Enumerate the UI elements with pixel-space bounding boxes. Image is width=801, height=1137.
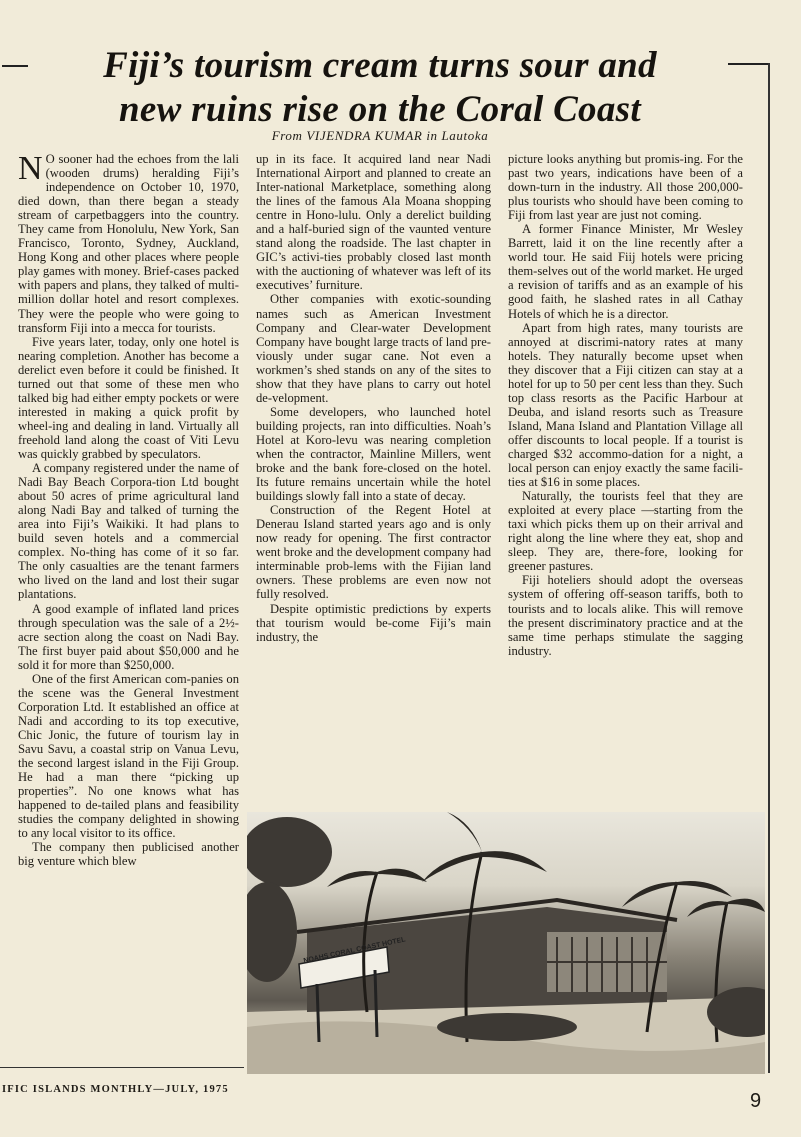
article-column-1: [18, 152, 239, 1062]
paragraph: picture looks anything but promis-ing. For the past two years, indications have been of a down-turn in the industry. All those 200,000-plus tourists who should have been coming to Fiji from last year are just not coming.: [508, 152, 743, 223]
paragraph: A company registered under the name of Nadi Bay Beach Corpora-tion Ltd bought about 50 acres of prime agricultural land along Nadi Bay and talked of turning the area into Fiji’s Waikiki. It had plans to build seven hotels and a commercial complex. No-thing has come of it so far. The only casualties are the tenant farmers who lived on the land and lost their sugar plantations.: [18, 461, 239, 602]
hotel-sign-text: NOAHS CORAL COAST HOTEL: [303, 936, 407, 965]
paragraph: One of the first American com-panies on the scene was the General Investment Corporation Ltd. It established an office at Nadi and according to its top executive, Chic Jonic, the future of tourism lay in Savu Savu, a coastal strip on Vanua Levu, the second largest island in the Fiji Group. He had a man there “picking up properties”. No one knows what has happened to de-tailed plans and feasibility studies the company delighted in showing to any local visitor to its office.: [18, 671, 239, 841]
article-column-3: [508, 152, 743, 812]
paragraph: Fiji hoteliers should adopt the overseas system of offering off-season tariffs, both to tourists and to locals alike. This will remove the present discriminatory practice and at the same time perhaps stimulate the sagging industry.: [508, 573, 743, 658]
article-column-2: [256, 152, 491, 812]
paragraph: Construction of the Regent Hotel at Denerau Island started years ago and is only now ready for opening. The first contractor went broke and the development company had interminable prob-lems with the Fijian land owners. These problems are even now not fully resolved.: [256, 503, 491, 602]
article-headline: [0, 44, 760, 132]
paragraph: Apart from high rates, many tourists are annoyed at discrimi-natory rates at many hotels. They naturally become upset when they discover that a Fiji citizen can stay at a hotel for up to 50 per cent less than they. Such top class resorts as the Pacific Harbour at Deuba, and island resorts such as Treasure Island, Mana Island and Plantation Village all offer discounts to local people. If a tourist is charged $32 accommo-dation for a night, a local person can enjoy exactly the same facili-ties at $16 in some places.: [508, 320, 743, 490]
hotel-ruins-photo: [247, 812, 765, 1074]
paragraph: up in its face. It acquired land near Nadi International Airport and planned to create an Inter-national Marketplace, something along the lines of the famous Ala Moana shopping centre in Hono-lulu. Only a derelict building and a half-buried sign of the vaunted venture stand along the roadside. The last chapter in GIC’s activi-ties probably closed last month with the auctioning of whatever was left of its executives’ furniture.: [256, 152, 491, 293]
column-rule-right: [768, 63, 770, 1073]
headline-line-2: new ruins rise on the Coral Coast: [119, 89, 641, 130]
paragraph: Five years later, today, only one hotel is nearing completion. Another has become a derelict even before it could be finished. It turned out that some of these men who talked big had either empty pockets or were interested in making a quick profit by wheel-ing and dealing in land. Virtually all freehold land along the coast of Viti Levu was quickly grabbed by speculators.: [18, 334, 239, 461]
footer-magazine-title: IFIC ISLANDS MONTHLY—JULY, 1975: [2, 1084, 229, 1095]
paragraph: Despite optimistic predictions by experts that tourism would be-come Fiji’s main industry, the: [256, 601, 491, 644]
paragraph: A former Finance Minister, Mr Wesley Barrett, laid it on the line recently after a world tour. He said Fiij hotels were pricing them-selves out of the world market. He urged a revision of tariffs and as an example of his good faith, he slashed rates in all Cathay Hotels of which he is a director.: [508, 222, 743, 321]
paragraph: The company then publicised another big venture which blew: [18, 840, 239, 869]
headline-line-1: Fiji’s tourism cream turns sour and: [103, 45, 657, 86]
paragraph: Naturally, the tourists feel that they are exploited at every place —starting from the taxi which picks them up on their arrival and right along the line where they eat, shop and sleep. They are, there-fore, looking for greener pastures.: [508, 489, 743, 574]
page-number: 9: [750, 1090, 762, 1112]
paragraph: A good example of inflated land prices through speculation was the sale of a 2½-acre section along the coast on Nadi Bay. The first buyer paid about $50,000 and he sold it for more than $250,000.: [18, 601, 239, 672]
paragraph: Some developers, who launched hotel building projects, ran into difficulties. Noah’s Hotel at Koro-levu was nearing completion when the contractor, Mainline Millers, went broke and the bank fore-closed on the hotel. Its future remains uncertain while the hotel buildings slowly fall into a state of decay.: [256, 404, 491, 504]
footer-rule: [0, 1067, 244, 1068]
drop-cap: N: [18, 152, 43, 187]
article-byline: From VIJENDRA KUMAR in Lautoka: [271, 128, 489, 143]
paragraph: Other companies with exotic-sounding names such as American Investment Company and Clear-water Development Company have bought large tracts of land pre-viously under sugar cane. Not even a workmen’s shed stands on any of the sites to show that they have plans to carry out hotel de-velopment.: [256, 292, 491, 405]
paragraph: O sooner had the echoes from the lali (wooden drums) heralding Fiji’s independence on October 10, 1970, died down, than there began a steady stream of carpetbaggers into the country. They came from Honolulu, New York, San Francisco, Toronto, Sydney, Auckland, Hong Kong and other places where people play games with money. Brief-cases packed with papers and plans, they talked of multi-million dollar hotel and resort complexes. They were the people who were going to transform Fiji into a mecca for tourists.: [18, 152, 239, 335]
photo-scene-illustration: [247, 812, 765, 1074]
